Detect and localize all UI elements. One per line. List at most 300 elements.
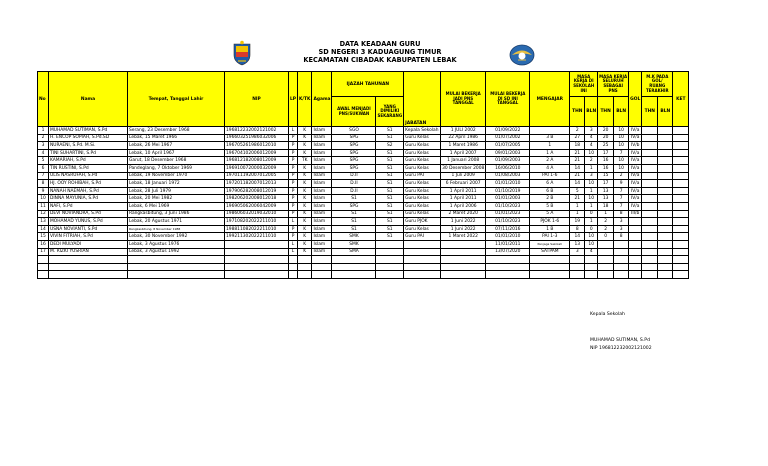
cell-no: 8 bbox=[38, 180, 49, 188]
cell-nama: NURAENI, S.Pd. M.Si. bbox=[49, 142, 128, 150]
cell-mengajar bbox=[530, 263, 570, 271]
cell-bln-sekolah: 10 bbox=[585, 149, 598, 157]
cell-mengajar: 1 bbox=[530, 142, 570, 150]
cell-bln-sekolah bbox=[585, 256, 598, 264]
cell-mengajar: 4 A bbox=[530, 164, 570, 172]
cell-thn-seluruh: 0 bbox=[598, 233, 614, 241]
header-ijazah-dimiliki: YANG DIMILIKI SEKARANG bbox=[376, 97, 404, 127]
cell-mengajar: SATPAM bbox=[530, 248, 570, 256]
cell-gol bbox=[629, 256, 642, 264]
cell-mulai-sd: 01/08/2003 bbox=[486, 172, 530, 180]
signature-nip: NIP 196812232002121002 bbox=[590, 346, 652, 351]
cell-gol bbox=[629, 263, 642, 271]
cell-ktk: K bbox=[298, 210, 312, 218]
cell-nip: 197906282008012019 bbox=[225, 187, 289, 195]
cell-bln-sekolah: 10 bbox=[585, 233, 598, 241]
cell-ijazah-dimiliki: S1 bbox=[376, 164, 404, 172]
cell-bln-sekolah: 1 bbox=[585, 218, 598, 226]
cell-ijazah-dimiliki: S1 bbox=[376, 210, 404, 218]
cell-ket bbox=[673, 248, 689, 256]
cell-ktk: K bbox=[298, 218, 312, 226]
cell-ijazah-awal: SPG bbox=[332, 164, 376, 172]
cell-lp: P bbox=[289, 202, 298, 210]
header-ktk: K/TK bbox=[298, 72, 312, 127]
cell-mulai-pns bbox=[441, 256, 486, 264]
cell-lp: L bbox=[289, 248, 298, 256]
cell-lp: P bbox=[289, 149, 298, 157]
cell-jabatan: Guru Kelas bbox=[404, 142, 441, 150]
cell-thn-sekolah: 14 bbox=[570, 164, 585, 172]
cell-thn-gol bbox=[642, 271, 658, 279]
cell-ijazah-awal: SPG bbox=[332, 202, 376, 210]
cell-ijazah-awal: S1 bbox=[332, 195, 376, 203]
cell-ttl: Rangkasbitung, 8 November 1988 bbox=[128, 225, 225, 233]
cell-mulai-sd: 01/01/2003 bbox=[486, 195, 530, 203]
cell-bln-seluruh: 10 bbox=[614, 127, 629, 135]
cell-lp: L bbox=[289, 127, 298, 135]
cell-nip: 197011192007012005 bbox=[225, 172, 289, 180]
cell-ktk: TK bbox=[298, 157, 312, 165]
cell-agama: Islam bbox=[312, 248, 332, 256]
cell-thn-seluruh: 16 bbox=[598, 164, 614, 172]
signature-role: Kepala Sekolah bbox=[590, 312, 625, 317]
cell-bln-seluruh bbox=[614, 256, 629, 264]
cell-ttl: Garut, 18 Desember 1968 bbox=[128, 157, 225, 165]
cell-agama: Islam bbox=[312, 210, 332, 218]
cell-bln-seluruh: 10 bbox=[614, 134, 629, 142]
cell-nip: 198206202008012018 bbox=[225, 195, 289, 203]
cell-ktk: K bbox=[298, 202, 312, 210]
cell-gol: IV/a bbox=[629, 134, 642, 142]
header-bln-gol: BLN bbox=[658, 97, 673, 127]
cell-ttl bbox=[128, 263, 225, 271]
cell-ijazah-dimiliki bbox=[376, 256, 404, 264]
cell-ijazah-awal: S1 bbox=[332, 225, 376, 233]
cell-gol: IV/a bbox=[629, 149, 642, 157]
cell-thn-gol bbox=[642, 248, 658, 256]
cell-nip: 196812232002121002 bbox=[225, 127, 289, 135]
cell-bln-gol bbox=[658, 134, 673, 142]
cell-mulai-sd: 01/01/2023 bbox=[486, 210, 530, 218]
cell-ktk: K bbox=[298, 180, 312, 188]
table-row bbox=[38, 271, 689, 279]
cell-thn-gol bbox=[642, 195, 658, 203]
cell-nama: M. RIZKI YUSRIAN bbox=[49, 248, 128, 256]
cell-thn-sekolah: 18 bbox=[570, 142, 585, 150]
cell-ijazah-awal: D.II bbox=[332, 172, 376, 180]
cell-ket bbox=[673, 256, 689, 264]
cell-bln-sekolah: 2 bbox=[585, 157, 598, 165]
cell-mulai-pns: 1 April 2006 bbox=[441, 202, 486, 210]
cell-thn-gol bbox=[642, 218, 658, 226]
cell-ket bbox=[673, 225, 689, 233]
cell-ijazah-awal bbox=[332, 263, 376, 271]
header-thn-seluruh: THN bbox=[598, 97, 614, 127]
cell-mulai-sd: 11/01/2011 bbox=[486, 240, 530, 248]
cell-ktk: K bbox=[298, 127, 312, 135]
cell-gol: IV/a bbox=[629, 202, 642, 210]
cell-jabatan: Guru Kelas bbox=[404, 202, 441, 210]
table-row bbox=[38, 240, 689, 248]
cell-thn-seluruh: 13 bbox=[598, 187, 614, 195]
table-row bbox=[38, 233, 689, 241]
cell-mulai-pns bbox=[441, 248, 486, 256]
cell-thn-sekolah: 19 bbox=[570, 218, 585, 226]
cell-thn-gol bbox=[642, 149, 658, 157]
cell-nip: 196705261986012010 bbox=[225, 142, 289, 150]
table-row bbox=[38, 210, 689, 218]
cell-mengajar: PAI 1-6 bbox=[530, 172, 570, 180]
cell-mulai-pns: 6 Februari 2007 bbox=[441, 180, 486, 188]
cell-gol: IV/a bbox=[629, 127, 642, 135]
cell-mengajar: 5 A bbox=[530, 210, 570, 218]
cell-bln-seluruh: 10 bbox=[614, 164, 629, 172]
cell-thn-seluruh bbox=[598, 248, 614, 256]
cell-bln-gol bbox=[658, 210, 673, 218]
cell-gol bbox=[629, 240, 642, 248]
cell-agama: Islam bbox=[312, 172, 332, 180]
cell-agama bbox=[312, 271, 332, 279]
cell-ket bbox=[673, 157, 689, 165]
header-ijazah-awal: AWAL MENJADI PNS/SUKWAN bbox=[332, 97, 376, 127]
cell-ket bbox=[673, 127, 689, 135]
cell-ijazah-dimiliki: S1 bbox=[376, 134, 404, 142]
cell-ijazah-awal: SMA bbox=[332, 248, 376, 256]
cell-ijazah-awal: SPG bbox=[332, 149, 376, 157]
cell-jabatan bbox=[404, 240, 441, 248]
cell-mulai-sd: 01/10/2023 bbox=[486, 202, 530, 210]
table-row bbox=[38, 202, 689, 210]
cell-ttl bbox=[128, 271, 225, 279]
cell-nip: 199211302022211010 bbox=[225, 233, 289, 241]
cell-gol: IV/a bbox=[629, 164, 642, 172]
cell-bln-sekolah: 4 bbox=[585, 248, 598, 256]
cell-lp: P bbox=[289, 225, 298, 233]
cell-mulai-pns: 1 Juni 2022 bbox=[441, 218, 486, 226]
cell-bln-sekolah: 1 bbox=[585, 187, 598, 195]
cell-thn-gol bbox=[642, 240, 658, 248]
cell-lp bbox=[289, 256, 298, 264]
cell-bln-seluruh bbox=[614, 248, 629, 256]
cell-lp: P bbox=[289, 164, 298, 172]
cell-gol bbox=[629, 233, 642, 241]
cell-bln-gol bbox=[658, 240, 673, 248]
cell-bln-gol bbox=[658, 180, 673, 188]
cell-agama: Islam bbox=[312, 142, 332, 150]
cell-thn-sekolah: 2 bbox=[570, 127, 585, 135]
cell-ktk: K bbox=[298, 195, 312, 203]
cell-mengajar bbox=[530, 127, 570, 135]
cell-bln-seluruh: 7 bbox=[614, 187, 629, 195]
cell-mulai-sd: 09/01/2003 bbox=[486, 149, 530, 157]
cell-lp: P bbox=[289, 187, 298, 195]
cell-thn-gol bbox=[642, 164, 658, 172]
cell-ket bbox=[673, 210, 689, 218]
cell-thn-seluruh bbox=[598, 271, 614, 279]
cell-mulai-sd bbox=[486, 256, 530, 264]
cell-bln-seluruh: 7 bbox=[614, 149, 629, 157]
header-jabatan: JABATAN bbox=[404, 72, 441, 127]
cell-ktk: K bbox=[298, 142, 312, 150]
cell-bln-seluruh bbox=[614, 271, 629, 279]
cell-no bbox=[38, 271, 49, 279]
cell-bln-seluruh: 3 bbox=[614, 218, 629, 226]
cell-ijazah-dimiliki: S1 bbox=[376, 157, 404, 165]
cell-bln-gol bbox=[658, 271, 673, 279]
cell-ktk: K bbox=[298, 240, 312, 248]
cell-gol: IV/a bbox=[629, 172, 642, 180]
cell-nama bbox=[49, 271, 128, 279]
cell-thn-sekolah: 21 bbox=[570, 172, 585, 180]
cell-ket bbox=[673, 271, 689, 279]
cell-lp: P bbox=[289, 180, 298, 188]
cell-no: 5 bbox=[38, 157, 49, 165]
cell-thn-seluruh: 25 bbox=[598, 142, 614, 150]
cell-mulai-pns: 1 April 2007 bbox=[441, 149, 486, 157]
cell-thn-gol bbox=[642, 202, 658, 210]
cell-no bbox=[38, 263, 49, 271]
table-row bbox=[38, 248, 689, 256]
cell-ket bbox=[673, 134, 689, 142]
cell-bln-seluruh: 8 bbox=[614, 210, 629, 218]
cell-thn-gol bbox=[642, 225, 658, 233]
cell-jabatan: Guru Kelas bbox=[404, 210, 441, 218]
cell-nama: MUHAMAD SUTIMAN, S.Pd bbox=[49, 127, 128, 135]
cell-ket bbox=[673, 263, 689, 271]
cell-ttl: Lebak, 3 Agustus 1976 bbox=[128, 240, 225, 248]
cell-ijazah-dimiliki bbox=[376, 263, 404, 271]
cell-bln-seluruh: 3 bbox=[614, 225, 629, 233]
cell-lp: P bbox=[289, 195, 298, 203]
cell-thn-seluruh: 20 bbox=[598, 127, 614, 135]
cell-no: 10 bbox=[38, 195, 49, 203]
cell-mulai-sd: 01/10/2023 bbox=[486, 218, 530, 226]
cell-ktk: K bbox=[298, 164, 312, 172]
cell-ijazah-awal bbox=[332, 256, 376, 264]
cell-thn-gol bbox=[642, 142, 658, 150]
cell-bln-sekolah: 1 bbox=[585, 202, 598, 210]
cell-ttl: Lebak, 28 Juli 1979 bbox=[128, 187, 225, 195]
cell-nip bbox=[225, 248, 289, 256]
cell-thn-gol bbox=[642, 157, 658, 165]
cell-nama bbox=[49, 256, 128, 264]
cell-ijazah-dimiliki bbox=[376, 271, 404, 279]
header-ttl: Tempat, Tanggal Lahir bbox=[128, 72, 225, 127]
cell-thn-gol bbox=[642, 233, 658, 241]
cell-nama: DINNA MAYUNIA, S.Pd bbox=[49, 195, 128, 203]
cell-mulai-pns: 1 Januari 2008 bbox=[441, 157, 486, 165]
cell-bln-gol bbox=[658, 187, 673, 195]
cell-ttl: Lebak, 18 Januari 1972 bbox=[128, 180, 225, 188]
cell-bln-gol bbox=[658, 172, 673, 180]
education-emblem-icon bbox=[509, 44, 535, 66]
cell-ijazah-awal: S1 bbox=[332, 210, 376, 218]
header-mulai-sd: MULAI BEKERJA DI SD INI TANGGAL bbox=[486, 72, 530, 127]
cell-agama: Islam bbox=[312, 195, 332, 203]
cell-ttl: Pandeglang, 7 Oktober 1969 bbox=[128, 164, 225, 172]
cell-nama: TIN RUSTINI, S.Pd bbox=[49, 164, 128, 172]
cell-bln-gol bbox=[658, 127, 673, 135]
cell-no: 2 bbox=[38, 134, 49, 142]
cell-no: 1 bbox=[38, 127, 49, 135]
cell-ttl: Lebak, 15 Maret 1966 bbox=[128, 134, 225, 142]
cell-ket bbox=[673, 164, 689, 172]
cell-nip: 197108202022211010 bbox=[225, 218, 289, 226]
cell-ttl: Lebak, 26 Mei 1967 bbox=[128, 142, 225, 150]
cell-bln-seluruh: 7 bbox=[614, 195, 629, 203]
teacher-data-table bbox=[37, 71, 689, 279]
cell-agama: Islam bbox=[312, 225, 332, 233]
cell-agama: Islam bbox=[312, 164, 332, 172]
cell-jabatan: Guru PAI bbox=[404, 233, 441, 241]
cell-thn-seluruh: 13 bbox=[598, 195, 614, 203]
cell-agama bbox=[312, 256, 332, 264]
cell-bln-sekolah: 4 bbox=[585, 134, 598, 142]
cell-no: 13 bbox=[38, 218, 49, 226]
cell-thn-seluruh bbox=[598, 256, 614, 264]
cell-jabatan: Guru Kelas bbox=[404, 180, 441, 188]
cell-ijazah-dimiliki: S1 bbox=[376, 218, 404, 226]
table-body bbox=[38, 127, 689, 279]
cell-nip bbox=[225, 240, 289, 248]
document-title: DATA KEADAAN GURU bbox=[339, 40, 421, 48]
cell-nip: 196905062006042009 bbox=[225, 202, 289, 210]
cell-ktk: K bbox=[298, 172, 312, 180]
cell-jabatan: Guru PAI bbox=[404, 172, 441, 180]
cell-thn-sekolah: 8 bbox=[570, 225, 585, 233]
cell-thn-sekolah: 21 bbox=[570, 157, 585, 165]
cell-nama: ULIS NASRUFAH, S.Pd bbox=[49, 172, 128, 180]
cell-ijazah-dimiliki: S2 bbox=[376, 142, 404, 150]
cell-jabatan: Guru Kelas bbox=[404, 134, 441, 142]
cell-ttl: Rangkasbitung, 3 Juni 1986 bbox=[128, 210, 225, 218]
cell-ket bbox=[673, 187, 689, 195]
cell-ket bbox=[673, 180, 689, 188]
cell-thn-sekolah: 21 bbox=[570, 149, 585, 157]
cell-gol bbox=[629, 271, 642, 279]
cell-ijazah-dimiliki: S1 bbox=[376, 172, 404, 180]
cell-nama: USNA NOVIANTI, S.Pd bbox=[49, 225, 128, 233]
cell-bln-gol bbox=[658, 225, 673, 233]
cell-no: 11 bbox=[38, 202, 49, 210]
cell-agama: Islam bbox=[312, 187, 332, 195]
cell-thn-gol bbox=[642, 172, 658, 180]
cell-mulai-pns: 2 Maret 2020 bbox=[441, 210, 486, 218]
cell-nip: 198811082022211010 bbox=[225, 225, 289, 233]
cell-mulai-pns bbox=[441, 271, 486, 279]
cell-mengajar: 2 A bbox=[530, 157, 570, 165]
cell-agama: Islam bbox=[312, 202, 332, 210]
cell-ktk bbox=[298, 256, 312, 264]
school-name: SD NEGERI 3 KADUAGUNG TIMUR bbox=[318, 48, 442, 56]
cell-jabatan: Guru Kelas bbox=[404, 157, 441, 165]
cell-nip: 196704102006012009 bbox=[225, 149, 289, 157]
cell-ktk: K bbox=[298, 248, 312, 256]
cell-bln-seluruh bbox=[614, 263, 629, 271]
cell-bln-seluruh: 10 bbox=[614, 142, 629, 150]
cell-jabatan: Guru Kelas bbox=[404, 187, 441, 195]
cell-agama: Islam bbox=[312, 240, 332, 248]
header-thn-gol: THN bbox=[642, 97, 658, 127]
cell-ktk: K bbox=[298, 233, 312, 241]
cell-lp: L bbox=[289, 240, 298, 248]
cell-lp: P bbox=[289, 210, 298, 218]
cell-nama: MOHAMAD YUNUS, S.Pd bbox=[49, 218, 128, 226]
cell-ttl: Lebak, 20 Agustus 1971 bbox=[128, 218, 225, 226]
cell-gol bbox=[629, 218, 642, 226]
cell-thn-sekolah: 21 bbox=[570, 195, 585, 203]
cell-jabatan: Guru Kelas bbox=[404, 195, 441, 203]
cell-ijazah-dimiliki: S1 bbox=[376, 149, 404, 157]
cell-jabatan bbox=[404, 271, 441, 279]
header-nip: NIP bbox=[225, 72, 289, 127]
cell-jabatan: Kepala Sekolah bbox=[404, 127, 441, 135]
cell-lp: P bbox=[289, 142, 298, 150]
table-row bbox=[38, 195, 689, 203]
cell-mulai-sd: 13/07/2020 bbox=[486, 248, 530, 256]
header-mk-gol: M.K PADA GOL/ RUANG TERAKHIR bbox=[642, 72, 673, 97]
cell-no: 14 bbox=[38, 225, 49, 233]
cell-ijazah-dimiliki: S1 bbox=[376, 180, 404, 188]
table-row bbox=[38, 172, 689, 180]
cell-bln-gol bbox=[658, 263, 673, 271]
cell-jabatan bbox=[404, 263, 441, 271]
cell-bln-gol bbox=[658, 218, 673, 226]
cell-jabatan: Guru Kelas bbox=[404, 164, 441, 172]
cell-thn-sekolah bbox=[570, 256, 585, 264]
cell-thn-seluruh: 2 bbox=[598, 218, 614, 226]
cell-ijazah-dimiliki: S1 bbox=[376, 233, 404, 241]
cell-lp: P bbox=[289, 134, 298, 142]
cell-gol: IV/a bbox=[629, 195, 642, 203]
cell-thn-seluruh: 17 bbox=[598, 149, 614, 157]
header-thn-sekolah: THN bbox=[570, 97, 585, 127]
cell-ttl: Lebak, 3 Agustus 1992 bbox=[128, 248, 225, 256]
signature-name: MUHAMAD SUTIMAN, S.Pd bbox=[590, 338, 650, 343]
cell-mengajar: PAI 1-3 bbox=[530, 233, 570, 241]
cell-nama: NANAH NAEMAH, S.Pd bbox=[49, 187, 128, 195]
cell-thn-seluruh: 16 bbox=[598, 157, 614, 165]
cell-gol: IV/a bbox=[629, 187, 642, 195]
cell-no: 6 bbox=[38, 164, 49, 172]
cell-thn-sekolah: 5 bbox=[570, 187, 585, 195]
cell-thn-sekolah: 13 bbox=[570, 240, 585, 248]
cell-thn-sekolah bbox=[570, 271, 585, 279]
cell-ktk bbox=[298, 263, 312, 271]
cell-bln-gol bbox=[658, 248, 673, 256]
cell-agama: Islam bbox=[312, 180, 332, 188]
cell-no: 15 bbox=[38, 233, 49, 241]
cell-mulai-sd: 01/07/2002 bbox=[486, 134, 530, 142]
cell-bln-gol bbox=[658, 164, 673, 172]
cell-jabatan bbox=[404, 248, 441, 256]
table-row bbox=[38, 180, 689, 188]
cell-agama: Islam bbox=[312, 127, 332, 135]
cell-bln-gol bbox=[658, 142, 673, 150]
cell-ijazah-awal: SGO bbox=[332, 127, 376, 135]
cell-ket bbox=[673, 202, 689, 210]
cell-bln-sekolah: 3 bbox=[585, 127, 598, 135]
cell-bln-sekolah: 10 bbox=[585, 240, 598, 248]
cell-ijazah-dimiliki: S1 bbox=[376, 202, 404, 210]
cell-bln-sekolah bbox=[585, 271, 598, 279]
cell-nama: DEDI MULYADI bbox=[49, 240, 128, 248]
cell-nama: TINI SUHARTINI, S.Pd bbox=[49, 149, 128, 157]
cell-thn-seluruh bbox=[598, 240, 614, 248]
table-row bbox=[38, 164, 689, 172]
cell-no: 16 bbox=[38, 240, 49, 248]
cell-bln-gol bbox=[658, 149, 673, 157]
